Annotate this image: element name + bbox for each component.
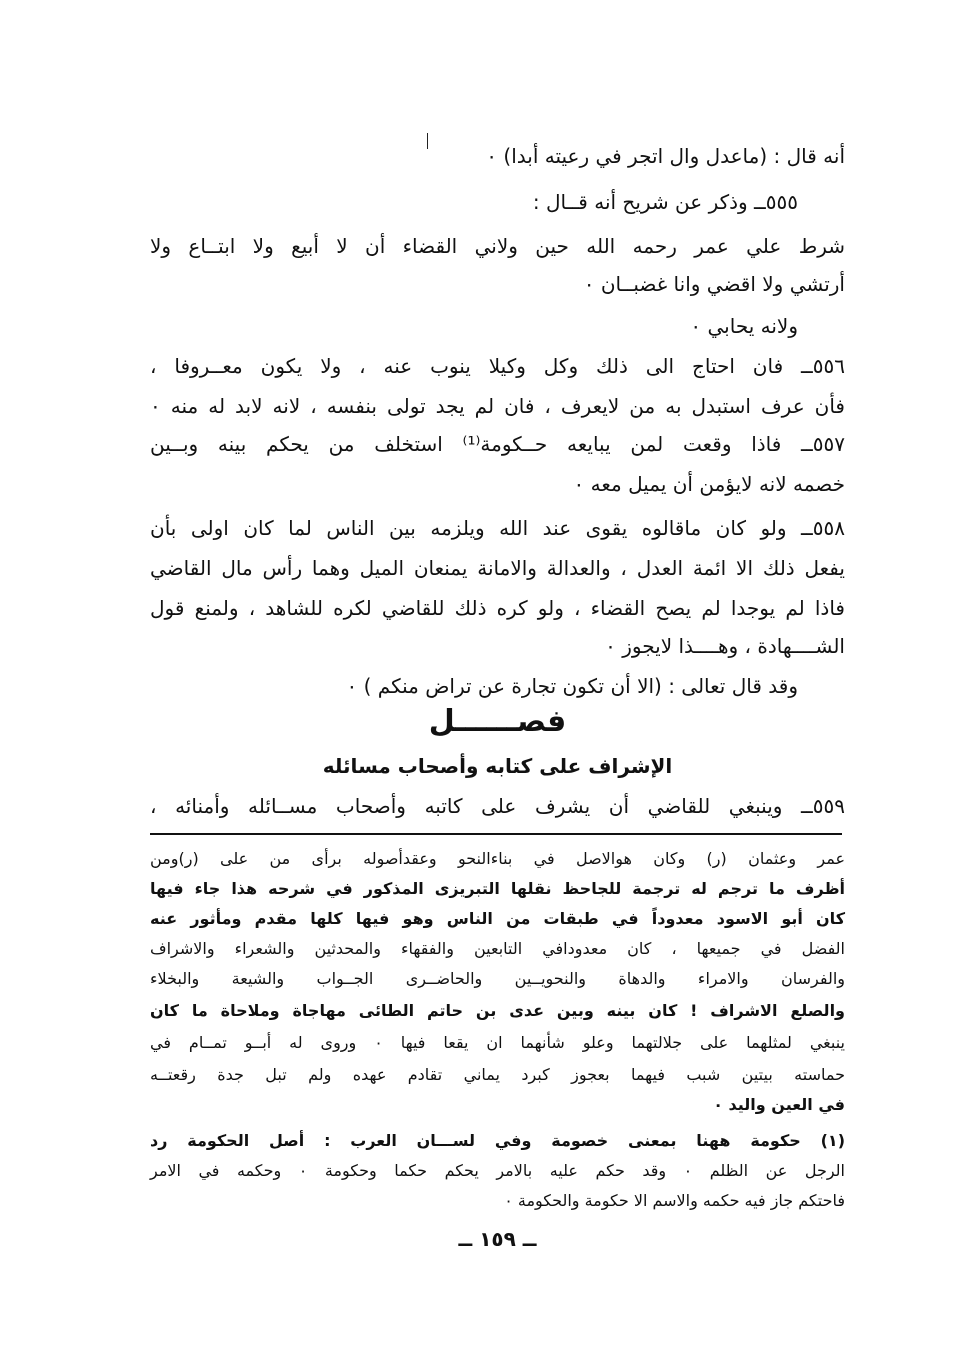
main-text-line: ٥٥٧ــ فاذا وقعت لمن يبايعه حــكومة⁽¹⁾ استخلف من يحكم بينه وبــين bbox=[150, 432, 845, 456]
main-text-line: ٥٥٨ــ ولو كان ماقالوه يقوى عند الله ويلزمه بين الناس لما كان اولى بأن bbox=[150, 516, 845, 540]
footnote-line: فاحتكم جاز فيه حكمه والاسم الا حكومة والحكومة ٠ bbox=[504, 1191, 845, 1210]
main-text-line: أرتشي ولا اقضي وانا غضبــان ٠ bbox=[583, 272, 845, 296]
main-text-line: ولانه يحابي ٠ bbox=[690, 314, 798, 338]
main-text-line: ٥٥٦ــ فان احتاج الى ذلك وكل وكيلا ينوب عنه ، ولا يكون معــروفا ، bbox=[150, 354, 845, 378]
main-text-line: فأن عرف استبدل به من لايعرف ، فان لم يجد تولى بنفسه ، لانه لابد له منه ٠ bbox=[150, 394, 845, 418]
footnote-line: عمر وعثمان (ر) وكان هوالاصل في بناءالنحو وعقدأصوله برأى من على (ر)ومن bbox=[150, 849, 845, 868]
footnote-line: والفرسان والامراء والدهاة والنحويــين والحاضــرى الجــواب والشيعة والبخلاء bbox=[150, 969, 845, 988]
main-text-line: يفعل ذلك الا ائمة العدل ، والعدالة والامانة يمنعان الميل وهما رأس مال القاضي bbox=[150, 556, 845, 580]
main-text-line: خصمه لانه لايؤمن أن يميل معه ٠ bbox=[573, 472, 845, 496]
footnote-line: في العين واليد ٠ bbox=[713, 1095, 845, 1114]
footnote-line: الرجل عن الظلم ٠ وقد حكم عليه بالامر يحكم حكما وحكومة ٠ وحكمه في الامر bbox=[150, 1161, 846, 1180]
section-heading: الإشراف على كتابه وأصحاب مسائله bbox=[322, 754, 673, 778]
footnote-line: الفضل في جميعها ، كان معدودافي التابعين والفقهاء والمحدثين والشعراء والاشراف bbox=[150, 939, 845, 958]
margin-mark bbox=[427, 133, 428, 149]
page-number: ــ ١٥٩ ــ bbox=[458, 1227, 537, 1251]
footnote-line: كان أبو الاسود معدوداً في طبقات من الناس وهو فيها كلها مقدم ومأثور عنه bbox=[150, 909, 845, 928]
main-text-line: وقد قال تعالى : (الا أن تكون تجارة عن تراض منكم ) ٠ bbox=[346, 674, 798, 698]
footnote-line: والصلع الاشراف ! كان بينه وبين عدى بن حاتم الطائى مهاجاة وملاحاة ما كان bbox=[150, 1001, 845, 1020]
main-text-line: ٥٥٥ــ وذكر عن شريح أنه قــال : bbox=[532, 190, 798, 214]
main-text-line: ٥٥٩ــ وينبغي للقاضي أن يشرف على كاتبه وأصحاب مســائله وأمنائه ، bbox=[150, 794, 845, 818]
footnote-line: حماسته بيتين شبب فيهما بعجوز كبرد يماني تقادم عهده ولم تبل جدة رقعتــه bbox=[150, 1065, 845, 1084]
footnote-divider bbox=[150, 833, 842, 835]
main-text-line: أنه قال : (ماعدل وال اتجر في رعيته أبدا) ٠ bbox=[486, 144, 845, 168]
main-text-line: شرط علي عمر رحمه الله حين ولاني القضاء أن لا أبيع ولا ابتــاع ولا bbox=[150, 234, 845, 258]
main-text-line: فاذا لم يوجدا لم يصح القضاء ، ولو كره ذلك للقاضي لكره للشاهد ، ولمنع قول bbox=[150, 596, 845, 620]
footnote-line: أظرف ما ترجم له ترجمة للجاحظ نقلها التبريزى المذكور في شرحه هذا جاء فيها bbox=[150, 879, 845, 898]
main-text-line: الشــــهادة ، وهــــذا لايجوز ٠ bbox=[605, 634, 845, 658]
section-title: فصــــــل bbox=[428, 704, 567, 739]
footnote-line: ينبغي لمثلهما على جلالتهما وعلو شأنهما ان يقعا فيها ٠ وروى له أبــو تمــام في bbox=[150, 1033, 846, 1052]
footnote-line: (١) حكومة ههنا بمعنى خصومة وفي لســـان العرب : أصل الحكومة رد bbox=[150, 1131, 845, 1150]
